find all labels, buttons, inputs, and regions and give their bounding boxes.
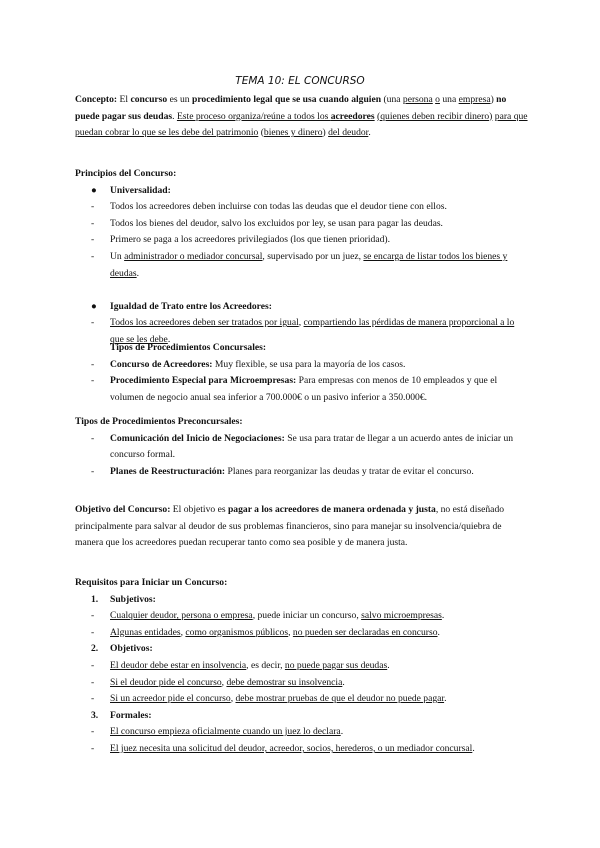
underlined-text: Todos los acreedores deben ser tratados por igual [110, 317, 299, 329]
dash-icon: - [91, 358, 95, 370]
dash-icon: - [91, 250, 95, 262]
list-item-text: Primero se paga a los acreedores privilegiados (los que tienen prioridad). [110, 234, 390, 246]
list-item-text: Todos los acreedores deben incluirse con todas las deudas que el deudor tiene con ellos. [110, 201, 447, 213]
item-label: Concurso de Acreedores: [110, 358, 213, 370]
underlined-text: persona [402, 94, 433, 105]
requisitos-section [75, 575, 530, 758]
list-item [75, 608, 530, 625]
text: una [439, 94, 459, 105]
underlined-text: para que puedan cobrar lo que se les debe del patrimonio [75, 110, 528, 139]
underlined-text: del deudor [328, 127, 369, 139]
dash-icon: - [91, 726, 95, 738]
tipos-preconcursales-heading: Tipos de Procedimientos Preconcursales: [75, 416, 243, 427]
dash-icon: - [91, 676, 95, 688]
list-number: 1. [91, 593, 99, 605]
bold-text: concurso [130, 94, 168, 105]
dash-icon: - [91, 659, 95, 671]
text: . [387, 659, 390, 671]
text: (una [381, 94, 403, 105]
list-item-text: Todos los bienes del deudor, salvo los excluidos por ley, se usan para pagar las deudas. [110, 217, 443, 229]
underlined-text: El concurso empieza oficialmente cuando un juez lo declara [110, 726, 341, 738]
principios-section [75, 166, 530, 349]
objetivo-paragraph [75, 502, 530, 552]
underlined-text: administrador o mediador concursal [124, 250, 263, 262]
requisitos-heading: Requisitos para Iniciar un Concurso: [75, 577, 228, 588]
list-item [75, 741, 530, 758]
dash-icon: - [91, 610, 95, 622]
dash-icon: - [91, 465, 95, 477]
text: ) [490, 94, 497, 105]
document-title: TEMA 10: EL CONCURSO [235, 75, 365, 87]
list-item [75, 625, 530, 642]
item-label: Planes de Reestructuración: [110, 465, 226, 477]
dash-icon: - [91, 317, 95, 329]
text: . [368, 127, 371, 139]
list-number: 2. [91, 643, 99, 655]
text: . [441, 610, 445, 622]
list-item [75, 357, 530, 374]
igualdad-bullet [75, 299, 530, 316]
dash-icon: - [91, 234, 95, 246]
underlined-text: o [435, 94, 440, 105]
universalidad-label: Universalidad: [110, 184, 171, 196]
bold-text: procedimiento legal que se usa cuando alguien [192, 94, 382, 105]
underlined-text: como organismos públicos [185, 626, 289, 638]
subjetivos-item [75, 592, 530, 609]
text: . [172, 110, 177, 122]
concepto-label: Concepto: [75, 94, 118, 105]
tipos-preconcursales-section [75, 414, 530, 480]
text: , puede iniciar un concurso, [252, 610, 362, 622]
text: , [221, 676, 227, 688]
list-item [75, 691, 530, 708]
list-item [75, 199, 530, 216]
universalidad-bullet [75, 183, 530, 200]
list-item [75, 216, 530, 233]
text: , [230, 693, 236, 705]
underlined-text: se encarga de listar todos los bienes y deudas [110, 250, 508, 279]
bold-text: pagar a los acreedores de manera ordenada y justa [227, 504, 436, 515]
list-item-text: Muy flexible, se usa para la mayoría de los casos. [212, 358, 406, 370]
objetivos-item [75, 641, 530, 658]
bullet-icon: ● [91, 184, 97, 196]
list-item [75, 658, 530, 675]
text: El objetivo es [170, 504, 228, 515]
text: , es decir, [246, 659, 285, 671]
text: , [180, 626, 186, 638]
list-item [75, 249, 530, 282]
tipos-concursales-section [75, 340, 530, 406]
text: . [167, 333, 171, 345]
text: , no está diseñado principalmente para salvar al deudor de sus problemas financieros, sino para manejar su insolvencia/quiebra de manera que los acreedores puedan recuperar tanto como sea posible y de manera justa. [75, 504, 505, 549]
text: Un [110, 250, 125, 262]
text: . [472, 742, 475, 754]
dash-icon: - [91, 432, 95, 444]
list-item [75, 724, 530, 741]
text: . [444, 693, 447, 705]
underlined-text: debe mostrar pruebas de que el deudor no puede pagar [235, 693, 445, 705]
text: . [342, 676, 345, 688]
list-item [75, 431, 530, 464]
tipos-concursales-heading: Tipos de Procedimientos Concursales: [110, 342, 267, 353]
principios-heading: Principios del Concurso: [75, 168, 177, 179]
underlined-text: El deudor debe estar en insolvencia [110, 659, 247, 671]
underlined-text: Este proceso organiza/reúne a todos los [176, 110, 331, 122]
underlined-text: no pueden ser declaradas en concurso [292, 626, 438, 638]
text: , [288, 626, 293, 638]
text: ( [258, 127, 264, 139]
dash-icon: - [91, 693, 95, 705]
underlined-text: Si un acreedor pide el concurso [110, 693, 231, 705]
list-item [75, 675, 530, 692]
list-item-text: Para empresas con menos de 10 empleados y que el volumen de negocio anual sea inferior a 700.000€ o un pasivo inferior a 350.000€. [110, 375, 498, 403]
underlined-text: Si el deudor pide el concurso [110, 676, 222, 688]
dash-icon: - [91, 626, 95, 638]
objetivo-label: Objetivo del Concurso: [75, 504, 171, 515]
text: . [437, 626, 440, 638]
item-label: Comunicación del Inicio de Negociaciones: [110, 432, 285, 444]
underlined-text: El juez necesita una solicitud del deudor, acreedor, socios, herederos, o un mediador concursal [110, 742, 473, 754]
objetivos-label: Objetivos: [110, 643, 153, 655]
spacer [75, 282, 530, 299]
concepto-paragraph [75, 92, 530, 142]
subjetivos-label: Subjetivos: [110, 593, 156, 605]
underlined-text: Cualquier deudor, persona o empresa [110, 610, 253, 622]
list-item-text: Se usa para tratar de llegar a un acuerdo antes de iniciar un concurso formal. [110, 432, 514, 461]
list-number: 3. [91, 709, 99, 721]
underlined-text: empresa [458, 94, 491, 105]
dash-icon: - [91, 742, 95, 754]
underlined-text: bienes y dinero [263, 127, 323, 139]
bold-text: no puede pagar sus deudas [75, 94, 507, 122]
text: es un [167, 94, 192, 105]
text: , supervisado por un juez, [262, 250, 364, 262]
list-item [75, 464, 530, 481]
igualdad-label: Igualdad de Trato entre los Acreedores: [110, 300, 272, 312]
text: . [340, 726, 344, 738]
underlined-text: salvo microempresas [361, 610, 442, 622]
formales-item [75, 708, 530, 725]
list-item-text: Planes para reorganizar las deudas y tratar de evitar el concurso. [225, 465, 474, 477]
list-item [75, 373, 530, 406]
item-label: Procedimiento Especial para Microempresas: [110, 375, 297, 387]
underlined-text: no puede pagar sus deudas [284, 659, 388, 671]
dash-icon: - [91, 201, 95, 213]
text: . [136, 267, 140, 279]
list-item [75, 232, 530, 249]
underlined-text: Algunas entidades [110, 626, 181, 638]
dash-icon: - [91, 217, 95, 229]
underlined-text: debe demostrar su insolvencia [226, 676, 343, 688]
text: El [117, 94, 131, 105]
underlined-text: compartiendo las pérdidas de manera proporcional a lo que se les debe [110, 317, 515, 345]
dash-icon: - [91, 375, 95, 387]
bullet-icon: ● [91, 300, 97, 312]
formales-label: Formales: [110, 709, 152, 721]
text: ) [322, 127, 329, 139]
bold-underlined-text: acreedores [330, 110, 375, 122]
text: , [298, 317, 304, 329]
underlined-text: (quienes deben recibir dinero) [377, 110, 493, 122]
